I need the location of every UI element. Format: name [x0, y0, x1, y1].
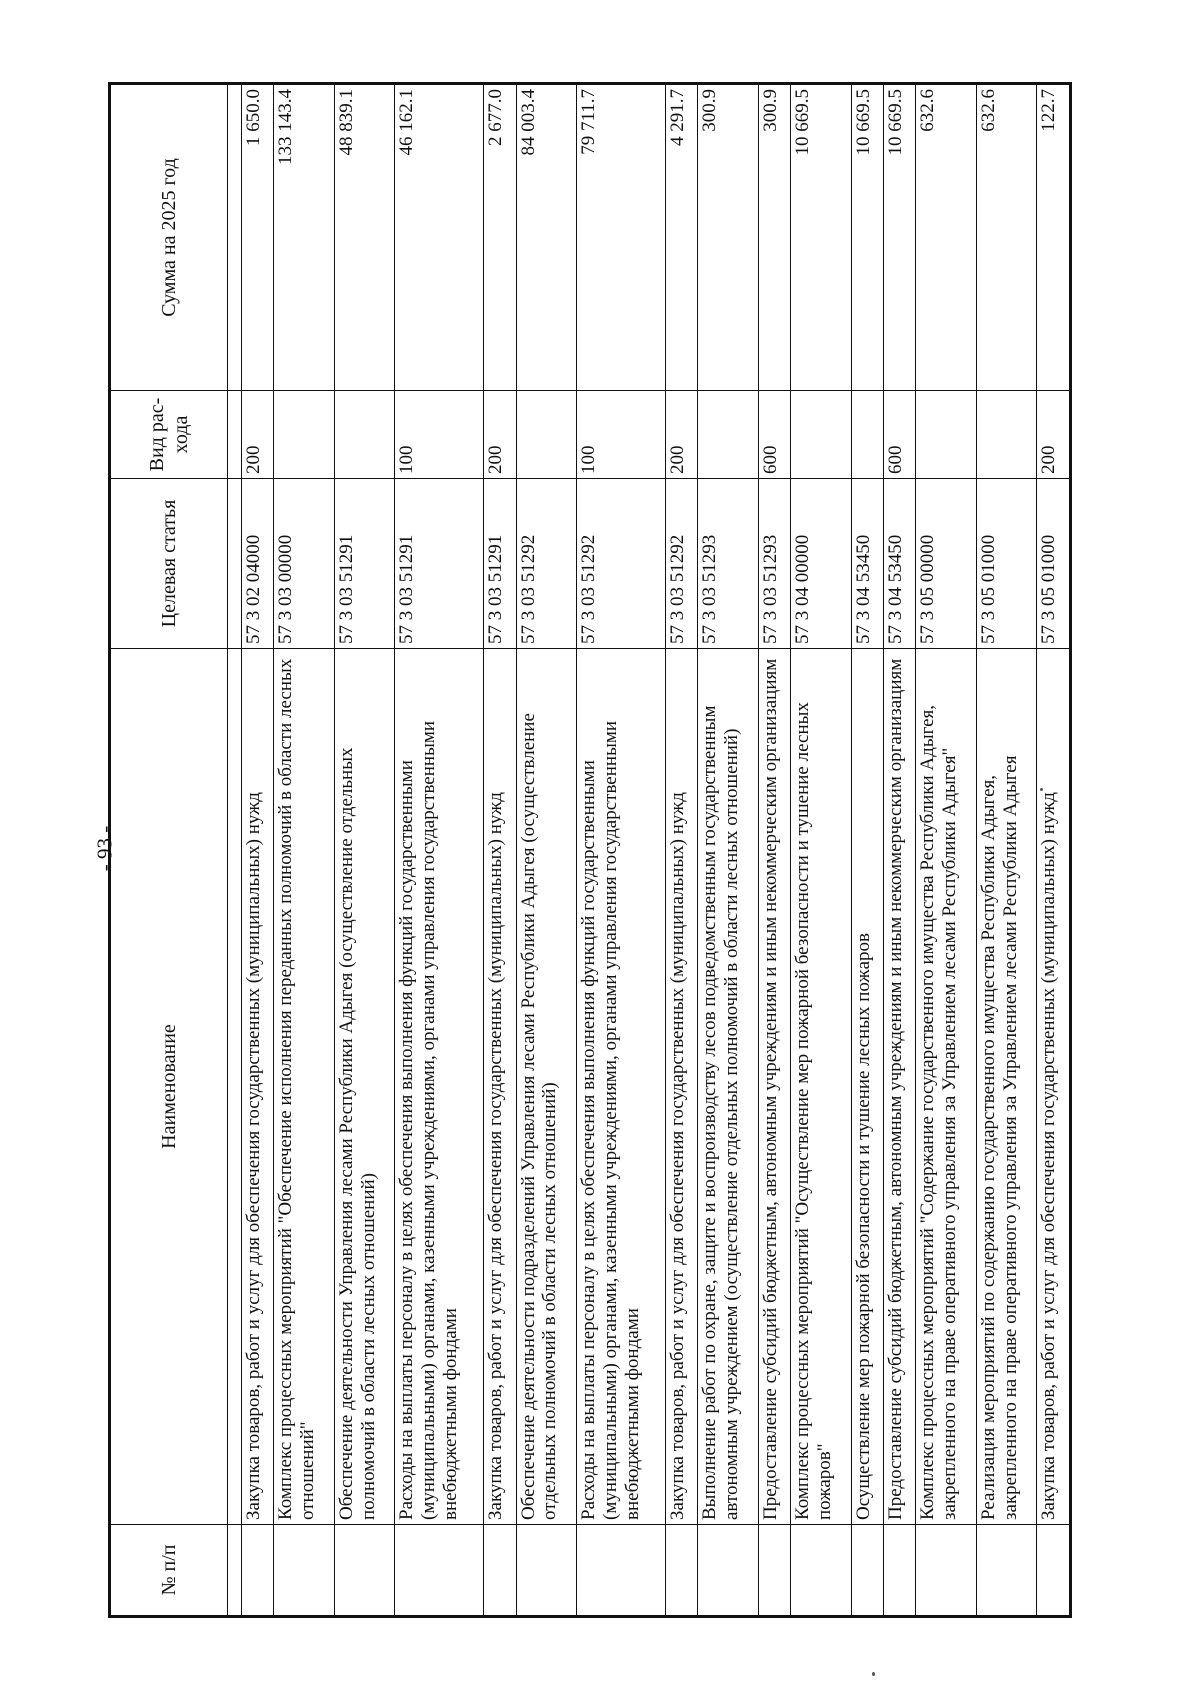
cell-sum: 4 291.7: [666, 84, 698, 391]
cell-kind: 200: [484, 391, 516, 479]
scan-speck: [1040, 788, 1043, 791]
cell-sum: 10 669.5: [851, 84, 883, 391]
cell-name: Закупка товаров, работ и услуг для обеспечения государственных (муниципальных) нужд: [242, 649, 274, 1525]
cell-name: Предоставление субсидий бюджетным, автономным учреждениям и иным некоммерческим организациям: [758, 649, 790, 1525]
cell-kind: [698, 391, 759, 479]
cell-num: [484, 1525, 516, 1617]
cell-sum: 10 669.5: [883, 84, 915, 391]
table-spacer-row: [228, 84, 242, 1617]
cell-code: 57 3 05 01000: [976, 479, 1037, 649]
cell-kind: [516, 391, 577, 479]
cell-sum: 46 162.1: [395, 84, 484, 391]
table-row: [516, 84, 577, 1617]
cell-code: 57 3 03 51293: [698, 479, 759, 649]
table-row: [883, 84, 915, 1617]
cell-name: Осуществление мер пожарной безопасности и тушение лесных пожаров: [851, 649, 883, 1525]
cell-code: 57 3 03 51293: [758, 479, 790, 649]
cell-sum: 79 711.7: [577, 84, 666, 391]
table-body: [228, 84, 1071, 1617]
budget-table-wrapper: [108, 85, 1072, 1618]
cell-code: 57 3 04 53450: [851, 479, 883, 649]
cell-code: 57 3 05 00000: [916, 479, 977, 649]
cell-sum: 1 650.0: [242, 84, 274, 391]
header-num: № п/п: [110, 1525, 228, 1617]
cell-kind: 600: [758, 391, 790, 479]
cell-num: [666, 1525, 698, 1617]
cell-kind: 600: [883, 391, 915, 479]
table-row: [274, 84, 335, 1617]
table-row: [698, 84, 759, 1617]
header-sum: Сумма на 2025 год: [110, 84, 228, 391]
cell-code: 57 3 05 01000: [1037, 479, 1071, 649]
cell-code: 57 3 03 51292: [516, 479, 577, 649]
cell-num: [274, 1525, 335, 1617]
cell-code: 57 3 02 04000: [242, 479, 274, 649]
cell-num: [883, 1525, 915, 1617]
cell-kind: 100: [577, 391, 666, 479]
cell-name: Обеспечение деятельности Управления лесами Республики Адыгея (осуществление отдельных полномочий в области лесных отношений): [334, 649, 395, 1525]
cell-sum: 133 143.4: [274, 84, 335, 391]
cell-name: Закупка товаров, работ и услуг для обеспечения государственных (муниципальных) нужд: [484, 649, 516, 1525]
cell-sum: 300.9: [698, 84, 759, 391]
cell-kind: [791, 391, 852, 479]
cell-kind: [274, 391, 335, 479]
table-row: [395, 84, 484, 1617]
table-row: [577, 84, 666, 1617]
cell-sum: 2 677.0: [484, 84, 516, 391]
cell-code: 57 3 03 51291: [484, 479, 516, 649]
cell-num: [791, 1525, 852, 1617]
cell-kind: [976, 391, 1037, 479]
cell-kind: [334, 391, 395, 479]
cell-name: Расходы на выплаты персоналу в целях обеспечения выполнения функций государственными (муниципальными) органами, казенными учреждениями, органами управления государственными внебюджетными фондами: [577, 649, 666, 1525]
table-row: [791, 84, 852, 1617]
scan-speck: [872, 1672, 875, 1676]
cell-sum: 632.6: [916, 84, 977, 391]
cell-kind: [916, 391, 977, 479]
cell-name: Выполнение работ по охране, защите и воспроизводству лесов подведомственным государственным автономным учреждением (осуществление отдельных полномочий в области лесных отношений): [698, 649, 759, 1525]
table-row: [242, 84, 274, 1617]
cell-kind: 200: [242, 391, 274, 479]
cell-kind: 200: [666, 391, 698, 479]
table-row: [758, 84, 790, 1617]
cell-num: [698, 1525, 759, 1617]
cell-name: Обеспечение деятельности подразделений Управления лесами Республики Адыгея (осуществление отдельных полномочий в области лесных отношений): [516, 649, 577, 1525]
cell-name: Реализация мероприятий по содержанию государственного имущества Республики Адыгея, закрепленного на праве оперативного управления за Управлением лесами Республики Адыгея: [976, 649, 1037, 1525]
table-row: [916, 84, 977, 1617]
table-row: [666, 84, 698, 1617]
cell-sum: 300.9: [758, 84, 790, 391]
cell-kind: [851, 391, 883, 479]
cell-num: [395, 1525, 484, 1617]
header-name: Наименование: [110, 649, 228, 1525]
cell-kind: 100: [395, 391, 484, 479]
cell-name: Предоставление субсидий бюджетным, автономным учреждениям и иным некоммерческим организациям: [883, 649, 915, 1525]
cell-num: [758, 1525, 790, 1617]
cell-sum: 48 839.1: [334, 84, 395, 391]
cell-sum: 10 669.5: [791, 84, 852, 391]
cell-name: Комплекс процессных мероприятий "Содержание государственного имущества Республики Адыгея, закрепленного на праве оперативного управления за Управлением лесами Республики Адыгея": [916, 649, 977, 1525]
header-code: Целевая статья: [110, 479, 228, 649]
cell-code: 57 3 04 53450: [883, 479, 915, 649]
header-kind: Вид рас- хода: [110, 391, 228, 479]
cell-kind: 200: [1037, 391, 1071, 479]
cell-num: [334, 1525, 395, 1617]
table-row: [851, 84, 883, 1617]
cell-code: 57 3 04 00000: [791, 479, 852, 649]
budget-table: [108, 82, 1072, 1618]
cell-sum: 84 003.4: [516, 84, 577, 391]
cell-name: Закупка товаров, работ и услуг для обеспечения государственных (муниципальных) нужд: [666, 649, 698, 1525]
cell-sum: 632.6: [976, 84, 1037, 391]
cell-code: 57 3 03 00000: [274, 479, 335, 649]
cell-name: Закупка товаров, работ и услуг для обеспечения государственных (муниципальных) нужд: [1037, 649, 1071, 1525]
cell-code: 57 3 03 51292: [577, 479, 666, 649]
table-row: [976, 84, 1037, 1617]
page-number-text: - 93 -: [92, 825, 117, 871]
cell-num: [976, 1525, 1037, 1617]
cell-num: [1037, 1525, 1071, 1617]
cell-sum: 122.7: [1037, 84, 1071, 391]
cell-code: 57 3 03 51292: [666, 479, 698, 649]
cell-name: Комплекс процессных мероприятий "Осуществление мер пожарной безопасности и тушение лесных пожаров": [791, 649, 852, 1525]
table-row: [334, 84, 395, 1617]
cell-num: [516, 1525, 577, 1617]
cell-name: Комплекс процессных мероприятий "Обеспечение исполнения переданных полномочий в области лесных отношений": [274, 649, 335, 1525]
cell-num: [851, 1525, 883, 1617]
table-header-row: [110, 84, 228, 1617]
cell-num: [242, 1525, 274, 1617]
table-row: [1037, 84, 1071, 1617]
cell-name: Расходы на выплаты персоналу в целях обеспечения выполнения функций государственными (муниципальными) органами, казенными учреждениями, органами управления государственными внебюджетными фондами: [395, 649, 484, 1525]
cell-code: 57 3 03 51291: [395, 479, 484, 649]
cell-code: 57 3 03 51291: [334, 479, 395, 649]
cell-num: [916, 1525, 977, 1617]
cell-num: [577, 1525, 666, 1617]
table-row: [484, 84, 516, 1617]
